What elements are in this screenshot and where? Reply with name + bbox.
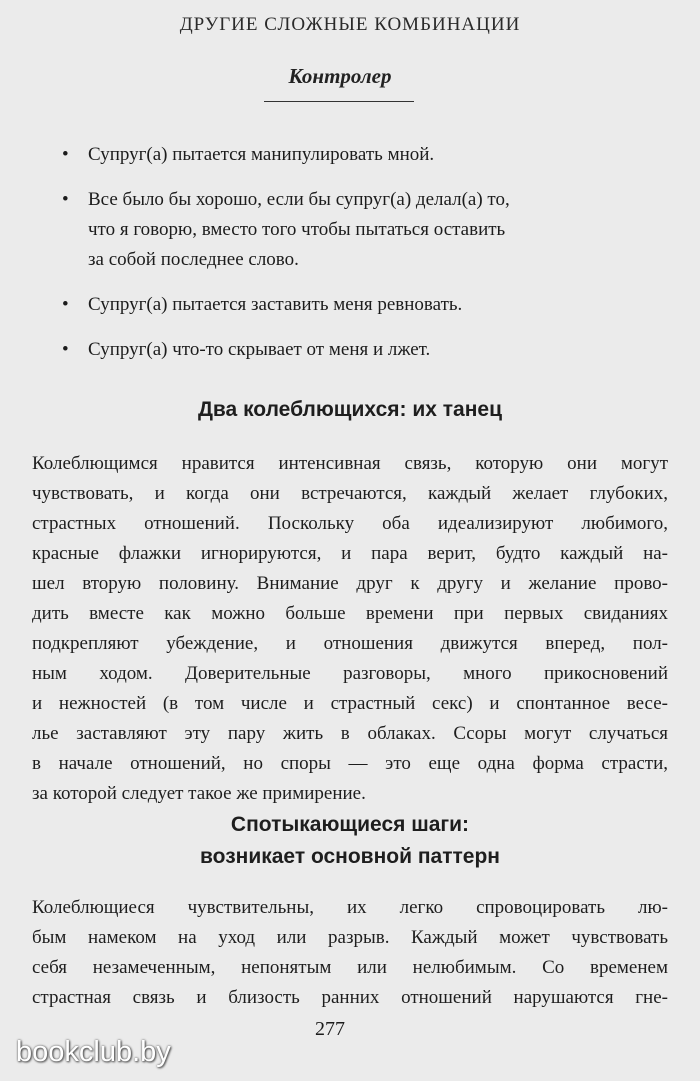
text-line: ным ходом. Доверительные разговоры, много прикосновений (32, 663, 668, 684)
paragraph (32, 449, 668, 809)
watermark: bookclub.by (16, 1036, 171, 1068)
running-head: ДРУГИЕ СЛОЖНЫЕ КОМБИНАЦИИ (179, 14, 521, 35)
text-line: шел вторую половину. Внимание друг к другу и желание прово- (32, 573, 668, 594)
text-line: красные флажки игнорируются, и пара верит, будто каждый на- (32, 543, 668, 564)
section-heading: Спотыкающиеся шаги: (230, 813, 470, 836)
paragraph (32, 893, 668, 1013)
section-heading: Два колеблющихся: их танец (197, 398, 503, 421)
list-item-text: Супруг(а) что-то скрывает от меня и лжет. (88, 339, 431, 360)
list-item (58, 140, 618, 170)
bullet-list (58, 140, 618, 380)
text-line: Колеблющимся нравится интенсивная связь, которую они могут (32, 453, 668, 474)
text-line: себя незамеченным, непонятым или нелюбимым. Со временем (32, 957, 668, 978)
list-item-text: Супруг(а) пытается заставить меня ревновать. (88, 294, 463, 315)
text-line: в начале отношений, но споры — это еще одна форма страсти, (32, 753, 668, 774)
text-line: подкрепляют убеждение, и отношения движутся вперед, пол- (32, 633, 668, 654)
text-line: и нежностей (в том числе и страстный секс) и спонтанное весе- (32, 693, 668, 714)
list-item (58, 335, 618, 365)
list-item-text: Супруг(а) пытается манипулировать мной. (88, 144, 435, 165)
page-number: 277 (315, 1018, 345, 1040)
text-line: страстная связь и близость ранних отношений нарушаются гне- (32, 987, 668, 1008)
text-line: страстных отношений. Поскольку оба идеализируют любимого, (32, 513, 668, 534)
list-item (58, 290, 618, 320)
bullet-icon: • (62, 339, 69, 360)
list-item-text: Все было бы хорошо, если бы супруг(а) делал(а) то, (88, 189, 510, 210)
text-line: дить вместе как можно больше времени при первых свиданиях (32, 603, 668, 624)
section-label: Контролер (288, 64, 392, 88)
list-item (58, 185, 618, 275)
bullet-icon: • (62, 144, 69, 165)
text-line: бым намеком на уход или разрыв. Каждый может чувствовать (32, 927, 668, 948)
text-line: лье заставляют эту пару жить в облаках. Ссоры могут случаться (32, 723, 668, 744)
section-divider (264, 101, 414, 102)
text-line: чувствовать, и когда они встречаются, каждый желает глубоких, (32, 483, 668, 504)
bullet-icon: • (62, 189, 69, 210)
list-item-text: за собой последнее слово. (88, 249, 299, 270)
text-line: за которой следует такое же примирение. (32, 783, 366, 804)
bullet-icon: • (62, 294, 69, 315)
text-line: Колеблющиеся чувствительны, их легко спровоцировать лю- (32, 897, 668, 918)
section-heading: возникает основной паттерн (200, 845, 500, 868)
list-item-text: что я говорю, вместо того чтобы пытаться оставить (88, 219, 506, 240)
